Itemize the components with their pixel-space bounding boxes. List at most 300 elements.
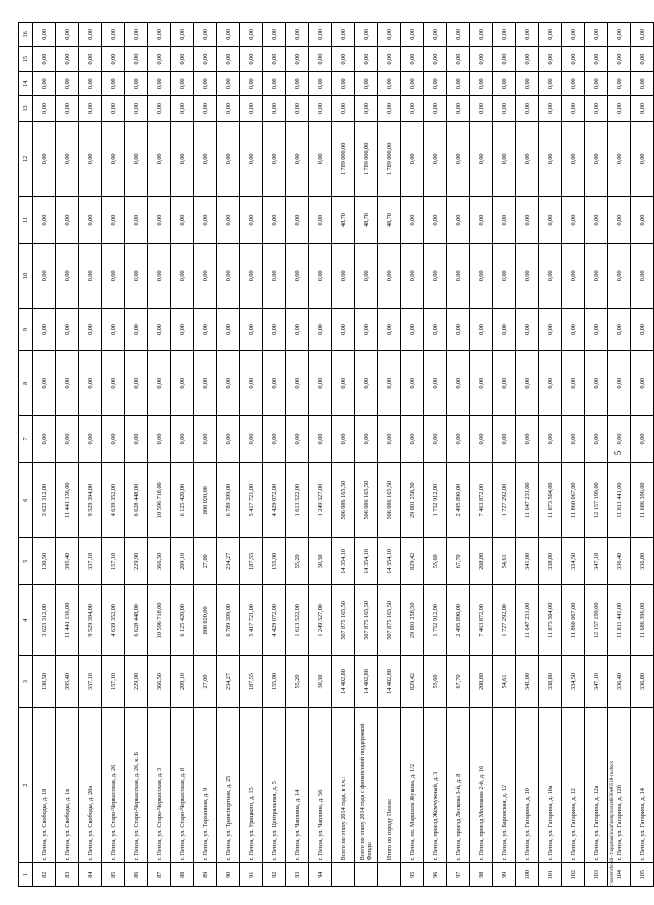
header-row <box>19 23 33 887</box>
value-cell: 209,10 <box>171 538 194 585</box>
value-cell: 0,00 <box>539 23 562 47</box>
column-header: 3 <box>19 656 33 708</box>
value-cell: 0,00 <box>240 196 263 243</box>
value-cell: 0,00 <box>562 351 585 415</box>
value-cell: 0,00 <box>148 72 171 96</box>
value-cell: 0,00 <box>493 415 516 462</box>
value-cell: 0,00 <box>125 72 148 96</box>
value-cell: 334,50 <box>562 538 585 585</box>
value-cell: 0,00 <box>539 96 562 122</box>
value-cell: 0,00 <box>378 415 401 462</box>
row-number-cell: 91 <box>240 863 263 887</box>
value-cell: 0,00 <box>79 96 102 122</box>
value-cell: 0,00 <box>355 46 378 72</box>
value-cell: 0,00 <box>56 415 79 462</box>
value-cell: 0,00 <box>79 46 102 72</box>
value-cell: 2 495 890,00 <box>447 463 470 538</box>
value-cell: 336,80 <box>631 656 654 708</box>
column-header: 15 <box>19 46 33 72</box>
value-cell: 0,00 <box>424 23 447 47</box>
address-cell: г. Пенза, ул. Баронская, д. 12 <box>493 707 516 863</box>
value-cell: 1 727 292,00 <box>493 463 516 538</box>
value-cell: 0,00 <box>309 415 332 462</box>
address-cell: Всего по этапу 2014 года, в т.ч.: <box>332 707 355 863</box>
address-cell: г. Пенза, проезд Лескова 3-й, д. 8 <box>447 707 470 863</box>
address-cell: г. Пенза, ул. Свободы, д. 20а <box>79 707 102 863</box>
value-cell: 0,00 <box>424 351 447 415</box>
value-cell: 11 873 504,00 <box>539 463 562 538</box>
value-cell: 48,70 <box>378 196 401 243</box>
value-cell: 0,00 <box>102 196 125 243</box>
value-cell: 0,00 <box>286 96 309 122</box>
value-cell: 208,80 <box>470 656 493 708</box>
value-cell: 507 875 165,50 <box>355 585 378 656</box>
value-cell: 9 529 394,00 <box>79 463 102 538</box>
value-cell: 0,00 <box>447 415 470 462</box>
value-cell: 0,00 <box>562 415 585 462</box>
value-cell: 0,00 <box>562 244 585 308</box>
value-cell: 0,00 <box>79 23 102 47</box>
value-cell: 0,00 <box>516 46 539 72</box>
value-cell: 0,00 <box>585 121 608 196</box>
value-cell: 27,00 <box>194 538 217 585</box>
value-cell: 0,00 <box>562 196 585 243</box>
value-cell: 0,00 <box>562 23 585 47</box>
value-cell: 800 020,00 <box>194 585 217 656</box>
value-cell: 0,00 <box>401 72 424 96</box>
value-cell: 0,00 <box>424 244 447 308</box>
value-cell: 0,00 <box>378 46 401 72</box>
value-cell: 1 249 327,00 <box>309 463 332 538</box>
value-cell: 0,00 <box>562 121 585 196</box>
address-cell: г. Пенза, ул. Гагарина, д. 10а <box>539 707 562 863</box>
row-number-cell: 93 <box>286 863 309 887</box>
value-cell: 0,00 <box>194 72 217 96</box>
value-cell: 800 020,00 <box>194 463 217 538</box>
value-cell: 0,00 <box>171 308 194 351</box>
value-cell: 0,00 <box>470 244 493 308</box>
value-cell: 0,00 <box>401 415 424 462</box>
value-cell: 0,00 <box>447 351 470 415</box>
value-cell: 0,00 <box>470 351 493 415</box>
value-cell: 0,00 <box>424 46 447 72</box>
value-cell: 0,00 <box>516 415 539 462</box>
value-cell: 0,00 <box>447 196 470 243</box>
table-row <box>33 23 56 887</box>
address-cell: г. Пенза, проезд Молокова 2-й, д. 16 <box>470 707 493 863</box>
column-header: 9 <box>19 308 33 351</box>
value-cell: 0,00 <box>125 23 148 47</box>
value-cell: 0,00 <box>194 244 217 308</box>
value-cell: 0,00 <box>56 46 79 72</box>
value-cell: 0,00 <box>240 23 263 47</box>
table-row <box>424 23 447 887</box>
value-cell: 0,00 <box>309 46 332 72</box>
value-cell: 0,00 <box>378 308 401 351</box>
table-row <box>79 23 102 887</box>
value-cell: 0,00 <box>263 351 286 415</box>
value-cell: 0,00 <box>493 244 516 308</box>
value-cell: 0,00 <box>194 96 217 122</box>
row-number-cell: 99 <box>493 863 516 887</box>
value-cell: 1 789 000,00 <box>378 121 401 196</box>
value-cell: 11 873 504,00 <box>539 585 562 656</box>
value-cell: 0,00 <box>401 23 424 47</box>
value-cell: 0,00 <box>102 46 125 72</box>
value-cell: 0,00 <box>424 196 447 243</box>
value-cell: 829,42 <box>401 538 424 585</box>
address-cell: г. Пенза, ул. Центральная, д. 5 <box>263 707 286 863</box>
value-cell: 0,00 <box>539 308 562 351</box>
value-cell: 0,00 <box>470 415 493 462</box>
value-cell: 11 860 067,00 <box>562 463 585 538</box>
value-cell: 0,00 <box>516 196 539 243</box>
column-header: 14 <box>19 72 33 96</box>
column-header: 6 <box>19 463 33 538</box>
value-cell: 0,00 <box>102 121 125 196</box>
value-cell: 0,00 <box>194 121 217 196</box>
value-cell: 0,00 <box>562 96 585 122</box>
value-cell: 0,00 <box>148 121 171 196</box>
value-cell: 187,55 <box>240 656 263 708</box>
row-number-cell: 95 <box>401 863 424 887</box>
table-row <box>148 23 171 887</box>
value-cell: 0,00 <box>240 244 263 308</box>
value-cell: 1 752 912,00 <box>424 585 447 656</box>
value-cell: 0,00 <box>332 96 355 122</box>
address-cell: Всего по этапу 2014 года с финансовой поддержкой Фонда: <box>355 707 378 863</box>
value-cell: 336,80 <box>631 538 654 585</box>
table-row <box>286 23 309 887</box>
row-number-cell: 88 <box>171 863 194 887</box>
value-cell: 0,00 <box>79 244 102 308</box>
address-cell: г. Пенза, пл. Маршала Жукова, д. 1/2 <box>401 707 424 863</box>
value-cell: 0,00 <box>355 72 378 96</box>
value-cell: 130,50 <box>33 538 56 585</box>
value-cell: 0,00 <box>631 46 654 72</box>
address-cell: Итого по городу Пенза: <box>378 707 401 863</box>
value-cell: 0,00 <box>217 351 240 415</box>
value-cell: 27,00 <box>194 656 217 708</box>
value-cell: 0,00 <box>447 23 470 47</box>
value-cell: 336,40 <box>608 656 631 708</box>
value-cell: 0,00 <box>585 244 608 308</box>
value-cell: 155,90 <box>263 538 286 585</box>
value-cell: 0,00 <box>631 244 654 308</box>
value-cell: 0,00 <box>33 196 56 243</box>
value-cell: 0,00 <box>56 196 79 243</box>
address-cell: г. Пенза, ул. Урицкого, д. 15 <box>240 707 263 863</box>
row-number-cell: 86 <box>125 863 148 887</box>
value-cell: 208,80 <box>470 538 493 585</box>
value-cell: 0,00 <box>585 23 608 47</box>
value-cell: 0,00 <box>125 244 148 308</box>
value-cell: 0,00 <box>424 96 447 122</box>
table-row <box>562 23 585 887</box>
value-cell: 0,00 <box>562 72 585 96</box>
value-cell: 0,00 <box>401 196 424 243</box>
value-cell: 334,50 <box>562 656 585 708</box>
table-row <box>539 23 562 887</box>
value-cell: 0,00 <box>631 72 654 96</box>
value-cell: 0,00 <box>562 46 585 72</box>
table-row <box>585 23 608 887</box>
value-cell: 338,80 <box>539 538 562 585</box>
value-cell: 337,10 <box>79 656 102 708</box>
value-cell: 48,70 <box>355 196 378 243</box>
value-cell: 0,00 <box>516 96 539 122</box>
value-cell: 0,00 <box>102 72 125 96</box>
value-cell: 0,00 <box>171 415 194 462</box>
row-number-cell: 84 <box>79 863 102 887</box>
value-cell: 0,00 <box>263 308 286 351</box>
value-cell: 0,00 <box>493 196 516 243</box>
value-cell: 229,90 <box>125 656 148 708</box>
value-cell: 0,00 <box>56 351 79 415</box>
value-cell: 5 417 721,00 <box>240 463 263 538</box>
value-cell: 0,00 <box>378 72 401 96</box>
row-number-cell: 82 <box>33 863 56 887</box>
value-cell: 0,00 <box>102 351 125 415</box>
value-cell: 0,00 <box>470 23 493 47</box>
value-cell: 506 086 165,50 <box>332 463 355 538</box>
value-cell: 0,00 <box>539 46 562 72</box>
value-cell: 0,00 <box>493 23 516 47</box>
value-cell: 54,61 <box>493 656 516 708</box>
value-cell: 0,00 <box>309 308 332 351</box>
value-cell: 0,00 <box>516 23 539 47</box>
value-cell: 0,00 <box>79 351 102 415</box>
value-cell: 0,00 <box>355 308 378 351</box>
value-cell: 2 495 890,00 <box>447 585 470 656</box>
table-row <box>309 23 332 887</box>
value-cell: 0,00 <box>240 46 263 72</box>
value-cell: 0,00 <box>263 415 286 462</box>
value-cell: 0,00 <box>608 72 631 96</box>
value-cell: 0,00 <box>171 121 194 196</box>
value-cell: 0,00 <box>539 415 562 462</box>
value-cell: 0,00 <box>33 96 56 122</box>
value-cell: 0,00 <box>608 308 631 351</box>
value-cell: 0,00 <box>332 244 355 308</box>
value-cell: 0,00 <box>332 308 355 351</box>
value-cell: 0,00 <box>217 72 240 96</box>
data-table <box>18 22 654 887</box>
value-cell: 0,00 <box>424 121 447 196</box>
value-cell: 0,00 <box>217 308 240 351</box>
value-cell: 0,00 <box>378 351 401 415</box>
value-cell: 0,00 <box>171 46 194 72</box>
value-cell: 234,27 <box>217 538 240 585</box>
value-cell: 0,00 <box>539 72 562 96</box>
table-row <box>355 23 378 887</box>
value-cell: 7 463 872,00 <box>470 585 493 656</box>
value-cell: 14 354,10 <box>332 538 355 585</box>
value-cell: 0,00 <box>585 351 608 415</box>
address-cell: г. Пенза, ул. Тарханная, д. 9 <box>194 707 217 863</box>
value-cell: 0,00 <box>493 96 516 122</box>
value-cell: 0,00 <box>401 308 424 351</box>
value-cell: 0,00 <box>493 46 516 72</box>
value-cell: 6 628 448,00 <box>125 585 148 656</box>
value-cell: 336,40 <box>608 538 631 585</box>
value-cell: 29 801 258,50 <box>401 585 424 656</box>
value-cell: 67,70 <box>447 656 470 708</box>
value-cell: 0,00 <box>125 308 148 351</box>
value-cell: 0,00 <box>378 23 401 47</box>
value-cell: 6 628 448,00 <box>125 463 148 538</box>
value-cell: 366,50 <box>148 538 171 585</box>
column-header: 10 <box>19 244 33 308</box>
value-cell: 0,00 <box>470 46 493 72</box>
value-cell: 0,00 <box>585 196 608 243</box>
value-cell: 366,50 <box>148 656 171 708</box>
value-cell: 0,00 <box>447 244 470 308</box>
row-number-cell: 89 <box>194 863 217 887</box>
value-cell: 14 402,80 <box>355 656 378 708</box>
address-cell: г. Пенза, ул. Старо-Черкасская, д. 26, к. Б <box>125 707 148 863</box>
value-cell: 48,70 <box>332 196 355 243</box>
value-cell: 0,00 <box>194 415 217 462</box>
row-number-cell <box>355 863 378 887</box>
value-cell: 0,00 <box>56 308 79 351</box>
value-cell: 0,00 <box>33 72 56 96</box>
value-cell: 0,00 <box>79 72 102 96</box>
value-cell: 829,42 <box>401 656 424 708</box>
value-cell: 0,00 <box>286 415 309 462</box>
value-cell: 0,00 <box>79 196 102 243</box>
value-cell: 0,00 <box>309 23 332 47</box>
value-cell: 0,00 <box>148 415 171 462</box>
value-cell: 0,00 <box>585 72 608 96</box>
value-cell: 0,00 <box>286 351 309 415</box>
value-cell: 0,00 <box>171 96 194 122</box>
value-cell: 337,10 <box>79 538 102 585</box>
value-cell: 0,00 <box>493 308 516 351</box>
value-cell: 0,00 <box>355 351 378 415</box>
value-cell: 0,00 <box>102 415 125 462</box>
value-cell: 11 860 067,00 <box>562 585 585 656</box>
value-cell: 0,00 <box>516 121 539 196</box>
value-cell: 0,00 <box>125 351 148 415</box>
value-cell: 0,00 <box>240 121 263 196</box>
column-header: 4 <box>19 585 33 656</box>
value-cell: 54,61 <box>493 538 516 585</box>
value-cell: 0,00 <box>608 121 631 196</box>
value-cell: 0,00 <box>148 46 171 72</box>
value-cell: 0,00 <box>286 72 309 96</box>
value-cell: 11 647 231,00 <box>516 463 539 538</box>
value-cell: 1 613 522,00 <box>286 585 309 656</box>
value-cell: 11 811 441,00 <box>608 463 631 538</box>
address-cell: г. Пенза, ул. Гагарина, д. 12а <box>585 707 608 863</box>
address-cell: г. Пенза, ул. Гагарина, д. 12 <box>562 707 585 863</box>
value-cell: 0,00 <box>263 46 286 72</box>
value-cell: 0,00 <box>539 121 562 196</box>
table-row <box>401 23 424 887</box>
row-number-cell: 87 <box>148 863 171 887</box>
value-cell: 0,00 <box>608 96 631 122</box>
value-cell: 14 402,80 <box>378 656 401 708</box>
value-cell: 0,00 <box>332 351 355 415</box>
value-cell: 30,30 <box>309 656 332 708</box>
value-cell: 12 157 199,00 <box>585 463 608 538</box>
value-cell: 12 157 199,00 <box>585 585 608 656</box>
value-cell: 0,00 <box>631 23 654 47</box>
value-cell: 0,00 <box>309 351 332 415</box>
value-cell: 0,00 <box>401 351 424 415</box>
value-cell: 341,00 <box>516 538 539 585</box>
address-cell: г. Пенза, ул. Транспортная, д. 25 <box>217 707 240 863</box>
value-cell: 67,70 <box>447 538 470 585</box>
value-cell: 0,00 <box>516 351 539 415</box>
value-cell: 0,00 <box>309 244 332 308</box>
value-cell: 0,00 <box>516 308 539 351</box>
value-cell: 234,27 <box>217 656 240 708</box>
column-header: 1 <box>19 863 33 887</box>
value-cell: 0,00 <box>286 308 309 351</box>
value-cell: 0,00 <box>240 351 263 415</box>
value-cell: 0,00 <box>240 415 263 462</box>
value-cell: 55,20 <box>286 656 309 708</box>
value-cell: 7 463 872,00 <box>470 463 493 538</box>
value-cell: 0,00 <box>263 244 286 308</box>
column-header: 16 <box>19 23 33 47</box>
table-row <box>378 23 401 887</box>
value-cell: 0,00 <box>447 96 470 122</box>
value-cell: 0,00 <box>217 415 240 462</box>
value-cell: 0,00 <box>309 72 332 96</box>
row-number-cell: 98 <box>470 863 493 887</box>
value-cell: 0,00 <box>286 46 309 72</box>
value-cell: 0,00 <box>217 121 240 196</box>
value-cell: 0,00 <box>332 46 355 72</box>
value-cell: 0,00 <box>56 121 79 196</box>
value-cell: 0,00 <box>33 23 56 47</box>
value-cell: 0,00 <box>148 23 171 47</box>
value-cell: 0,00 <box>355 23 378 47</box>
footer-file-path: c:\users\sbordi~1\appdata\local\temp\notes6030e8\518-ru.docx <box>610 760 615 887</box>
value-cell: 0,00 <box>286 196 309 243</box>
value-cell: 0,00 <box>493 351 516 415</box>
value-cell: 0,00 <box>263 196 286 243</box>
value-cell: 0,00 <box>148 244 171 308</box>
value-cell: 0,00 <box>33 351 56 415</box>
value-cell: 3 623 312,00 <box>33 463 56 538</box>
column-header: 5 <box>19 538 33 585</box>
value-cell: 0,00 <box>608 244 631 308</box>
table-row <box>493 23 516 887</box>
value-cell: 0,00 <box>562 308 585 351</box>
row-number-cell: 90 <box>217 863 240 887</box>
value-cell: 0,00 <box>102 244 125 308</box>
value-cell: 0,00 <box>263 121 286 196</box>
value-cell: 0,00 <box>309 121 332 196</box>
value-cell: 0,00 <box>355 244 378 308</box>
value-cell: 0,00 <box>148 308 171 351</box>
table-row <box>217 23 240 887</box>
address-cell: г. Пенза, ул. Гагарина, д. 10 <box>516 707 539 863</box>
value-cell: 1 789 000,00 <box>332 121 355 196</box>
table-row <box>332 23 355 887</box>
row-number-cell: 83 <box>56 863 79 887</box>
value-cell: 0,00 <box>470 72 493 96</box>
value-cell: 0,00 <box>493 72 516 96</box>
value-cell: 0,00 <box>608 196 631 243</box>
value-cell: 0,00 <box>125 121 148 196</box>
row-number-cell: 104 <box>608 863 631 887</box>
value-cell: 347,10 <box>585 656 608 708</box>
